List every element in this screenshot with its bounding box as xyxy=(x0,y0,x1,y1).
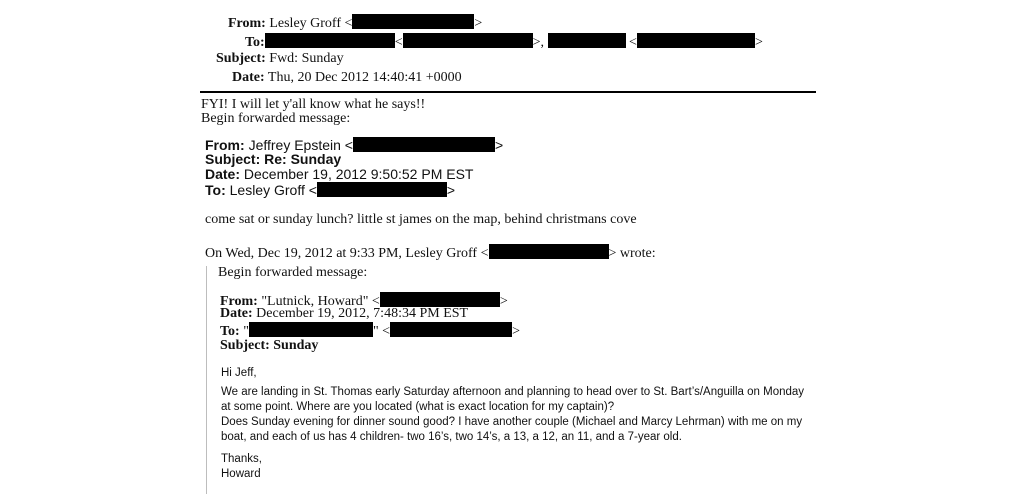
quoted-subject-row xyxy=(220,339,318,353)
header-date-row xyxy=(232,71,462,85)
quoted-paragraph-line: boat, and each of us has 4 children- two 16’s, two 14’s, a 13, a 12, an 11, and a 7-year old. xyxy=(221,431,682,443)
fwd1-to-close: > xyxy=(446,182,456,198)
quoted-greeting: Hi Jeff, xyxy=(221,367,257,379)
header-date-label: Date: xyxy=(232,70,265,85)
fwd1-subject-label: Subject: xyxy=(205,151,261,167)
header-to-row xyxy=(245,33,763,50)
header-divider xyxy=(200,91,816,93)
quoted-closing-thanks: Thanks, xyxy=(221,453,262,465)
quoted-to-open: " xyxy=(243,324,249,339)
quoted-to-row xyxy=(220,322,520,339)
reply-intro-prefix: On Wed, Dec 19, 2012 at 9:33 PM, Lesley Groff < xyxy=(205,246,489,261)
quoted-to-label: To: xyxy=(220,324,240,339)
fwd1-to-value: Lesley Groff < xyxy=(229,182,317,198)
quote-bar xyxy=(206,266,207,494)
redaction-block xyxy=(352,14,474,29)
fwd1-subject-row xyxy=(205,152,341,166)
fwd1-from-close: > xyxy=(494,137,504,153)
quoted-to-mid: " < xyxy=(372,324,391,339)
header-to-sep2: >, xyxy=(532,35,545,50)
quoted-begin: Begin forwarded message: xyxy=(218,265,368,280)
reply-intro-suffix: > wrote: xyxy=(608,246,656,261)
redaction-block xyxy=(265,33,395,48)
header-from-value: Lesley Groff < xyxy=(269,16,353,31)
fwd1-to-label: To: xyxy=(205,182,226,198)
quoted-to-close: > xyxy=(512,324,520,339)
header-to-close: > xyxy=(754,35,763,50)
fwd1-from-row xyxy=(205,137,503,152)
quoted-from-close: > xyxy=(499,294,508,309)
quoted-paragraph-line: We are landing in St. Thomas early Saturday afternoon and planning to head over to St. Bart’s/Anguilla on Monday xyxy=(221,386,805,398)
quoted-paragraph-line: at some point. Where are you located (what is exact location for my captain)? xyxy=(221,401,615,413)
header-to-sep1: < xyxy=(394,35,403,50)
quoted-paragraph-line: Does Sunday evening for dinner sound good? I have another couple (Michael and Marcy Lehrman) with me on my xyxy=(221,416,803,428)
header-subject-row xyxy=(216,52,344,66)
fwd1-from-label: From: xyxy=(205,137,245,153)
fwd1-to-row xyxy=(205,182,455,197)
redaction-block xyxy=(249,322,373,337)
quoted-from-value: "Lutnick, Howard" < xyxy=(261,294,380,309)
fwd1-date-value: December 19, 2012 9:50:52 PM EST xyxy=(243,166,474,182)
redaction-block xyxy=(403,33,533,48)
fwd1-date-label: Date: xyxy=(205,166,241,182)
fwd1-subject-value: Re: Sunday xyxy=(264,151,342,167)
header-subject-value: Fwd: Sunday xyxy=(269,51,344,66)
fwd1-message: come sat or sunday lunch? little st james on the map, behind christmans cove xyxy=(205,212,637,227)
header-to-sep3: < xyxy=(629,35,637,50)
reply-intro xyxy=(205,244,656,261)
header-from-close: > xyxy=(474,16,483,31)
header-to-label: To: xyxy=(245,35,265,50)
body-line-2: Begin forwarded message: xyxy=(201,111,351,126)
body-line-1: FYI! I will let y'all know what he says!! xyxy=(201,97,426,112)
redaction-block xyxy=(353,137,495,152)
fwd1-date-row xyxy=(205,167,473,181)
redaction-block xyxy=(548,33,626,48)
quoted-subject-label: Subject: Sunday xyxy=(220,338,319,353)
redaction-block xyxy=(317,182,447,197)
header-from-label: From: xyxy=(228,16,266,31)
quoted-date-label: Date: xyxy=(220,306,253,321)
fwd1-from-value: Jeffrey Epstein < xyxy=(248,137,353,153)
quoted-date-value: December 19, 2012, 7:48:34 PM EST xyxy=(256,306,469,321)
header-subject-label: Subject: xyxy=(216,51,266,66)
redaction-block xyxy=(489,244,609,259)
redaction-block xyxy=(637,33,755,48)
redaction-block xyxy=(390,322,512,337)
header-date-value: Thu, 20 Dec 2012 14:40:41 +0000 xyxy=(267,70,462,85)
header-from-row xyxy=(228,14,482,31)
quoted-date-row xyxy=(220,307,468,321)
quoted-from-label: From: xyxy=(220,294,258,309)
quoted-closing-name: Howard xyxy=(221,468,261,480)
redaction-block xyxy=(380,292,500,307)
